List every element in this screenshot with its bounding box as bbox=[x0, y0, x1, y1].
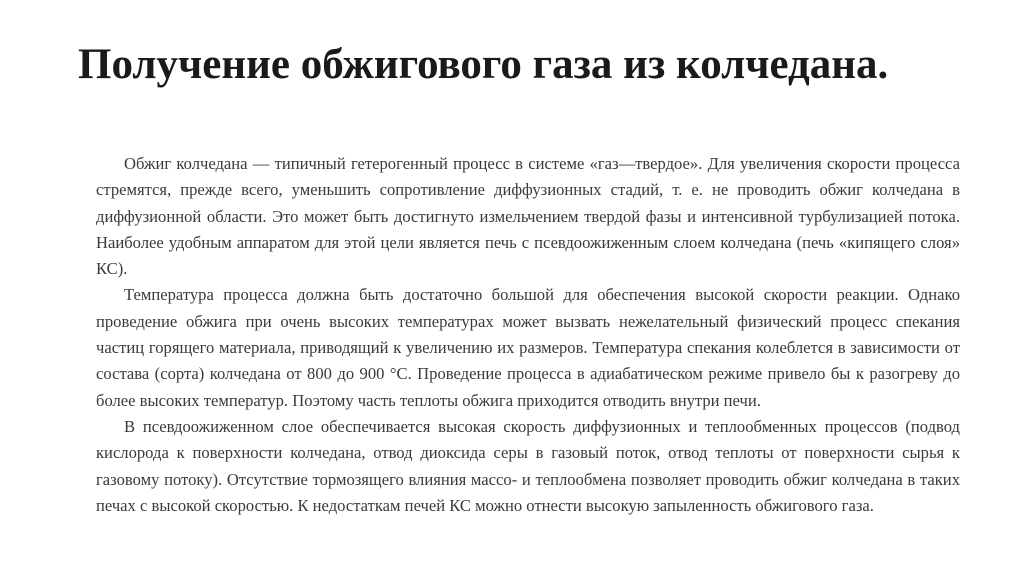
slide-title: Получение обжигового газа из колчедана. bbox=[78, 41, 889, 88]
slide-body bbox=[96, 151, 960, 519]
body-paragraph-1: Обжиг колчедана — типичный гетерогенный процесс в системе «газ—твердое». Для увеличения скорости процесса стремятся, прежде всего, уменьшить сопротивление диффузионных стадий, т. е. не проводить обжиг колчедана в диффузионной области. Это может быть достигнуто измельчением твердой фазы и интенсивной турбулизацией потока. Наиболее удобным аппаратом для этой цели является печь с псевдоожиженным слоем колчедана (печь «кипящего слоя» КС). bbox=[96, 154, 960, 279]
body-paragraph-2: Температура процесса должна быть достаточно большой для обеспечения высокой скорости реакции. Однако проведение обжига при очень высоких температурах может вызвать нежелательный физический процесс спекания частиц горящего материала, приводящий к увеличению их размеров. Температура спекания колеблется в зависимости от состава (сорта) колчедана от 800 до 900 °С. Проведение процесса в адиабатическом режиме привело бы к разогреву до более высоких температур. Поэтому часть теплоты обжига приходится отводить внутри печи. bbox=[96, 285, 960, 410]
body-paragraph-3: В псевдоожиженном слое обеспечивается высокая скорость диффузионных и теплообменных процессов (подвод кислорода к поверхности колчедана, отвод диоксида серы в газовый поток, отвод теплоты от поверхности сырья к газовому потоку). Отсутствие тормозящего влияния массо- и теплообмена позволяет проводить обжиг колчедана в таких печах с высокой скоростью. К недостаткам печей КС можно отнести высокую запыленность обжигового газа. bbox=[96, 416, 960, 515]
